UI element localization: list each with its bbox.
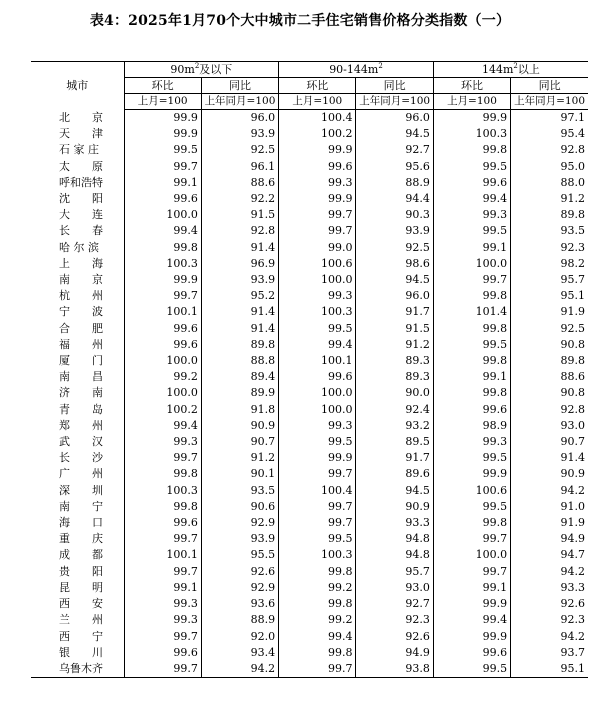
mom-base-header: 上月=100 <box>279 94 356 110</box>
index-value-cell: 99.6 <box>124 645 201 661</box>
index-value-cell: 92.5 <box>560 321 585 335</box>
city-name-cell: 福 州 <box>31 337 124 353</box>
index-value-cell: 89.8 <box>560 354 585 368</box>
city-name-cell: 成 都 <box>31 547 124 563</box>
city-name-cell: 北 京 <box>31 110 124 127</box>
city-name-cell: 广 州 <box>31 466 124 482</box>
index-value-cell: 99.3 <box>279 175 356 191</box>
table-title: 表4：2025年1月70个大中城市二手住宅销售价格分类指数（一） <box>89 13 511 29</box>
index-value-cell: 99.6 <box>279 369 356 385</box>
index-value-cell: 99.7 <box>124 159 201 175</box>
index-value-cell: 99.7 <box>124 564 201 580</box>
index-value-cell: 99.7 <box>279 207 356 223</box>
index-value-cell: 99.6 <box>279 159 356 175</box>
index-value-cell: 99.7 <box>279 515 356 531</box>
index-value-cell: 99.7 <box>124 531 201 547</box>
index-value-cell: 99.3 <box>279 418 356 434</box>
index-value-cell: 91.2 <box>560 192 585 206</box>
index-value-cell: 99.6 <box>124 337 201 353</box>
table-row <box>31 580 588 596</box>
table-row <box>31 385 588 401</box>
mom-base-header: 上月=100 <box>124 94 201 110</box>
city-name-cell: 大 连 <box>31 207 124 223</box>
city-name-cell: 昆 明 <box>31 580 124 596</box>
city-name-cell: 南 宁 <box>31 499 124 515</box>
table-row <box>31 272 588 288</box>
index-value-cell: 99.7 <box>124 661 201 678</box>
index-value-cell: 91.4 <box>560 451 585 465</box>
index-value-cell: 91.2 <box>201 450 278 466</box>
index-value-cell: 90.3 <box>356 207 433 223</box>
index-value-cell: 90.6 <box>201 499 278 515</box>
index-value-cell: 93.0 <box>560 418 585 432</box>
index-value-cell: 92.7 <box>356 142 433 158</box>
city-name-cell: 兰 州 <box>31 612 124 628</box>
index-value-cell: 93.0 <box>356 580 433 596</box>
index-value-cell: 99.6 <box>433 402 510 418</box>
index-value-cell: 98.6 <box>356 256 433 272</box>
index-value-cell: 90.1 <box>201 466 278 482</box>
table-row <box>31 369 588 385</box>
yoy-header: 同比 <box>201 78 278 94</box>
index-value-cell: 91.0 <box>560 499 585 513</box>
index-value-cell: 95.4 <box>560 127 585 141</box>
index-value-cell: 99.3 <box>124 434 201 450</box>
index-value-cell: 99.5 <box>433 337 510 353</box>
index-value-cell: 95.1 <box>511 661 588 678</box>
city-name-cell: 天 津 <box>31 126 124 142</box>
index-value-cell: 89.5 <box>356 434 433 450</box>
index-value-cell: 93.7 <box>560 645 585 659</box>
index-value-cell: 92.5 <box>201 142 278 158</box>
city-name-cell: 长 春 <box>31 223 124 239</box>
table-row <box>31 288 588 304</box>
index-value-cell: 99.6 <box>124 321 201 337</box>
index-value-cell: 90.7 <box>201 434 278 450</box>
index-value-cell: 99.8 <box>279 596 356 612</box>
index-value-cell: 96.0 <box>356 110 433 127</box>
index-value-cell: 99.8 <box>433 515 510 531</box>
index-value-cell: 89.8 <box>201 337 278 353</box>
city-name-cell: 重 庆 <box>31 531 124 547</box>
index-value-cell: 100.0 <box>124 353 201 369</box>
table-row <box>31 564 588 580</box>
index-value-cell: 93.9 <box>201 126 278 142</box>
index-value-cell: 100.3 <box>279 547 356 563</box>
index-value-cell: 99.8 <box>124 466 201 482</box>
index-value-cell: 99.4 <box>433 191 510 207</box>
index-value-cell: 93.2 <box>356 418 433 434</box>
group-header-large: $144m^2$以上 <box>433 62 588 78</box>
index-value-cell: 99.4 <box>433 612 510 628</box>
index-value-cell: 99.2 <box>279 580 356 596</box>
city-name-cell: 深 圳 <box>31 483 124 499</box>
index-value-cell: 89.3 <box>356 353 433 369</box>
table-row <box>31 661 588 678</box>
index-value-cell: 92.6 <box>560 597 585 611</box>
table-row <box>31 402 588 418</box>
index-value-cell: 88.6 <box>560 370 585 384</box>
table-row <box>31 142 588 158</box>
index-value-cell: 89.3 <box>356 369 433 385</box>
index-value-cell: 93.6 <box>201 596 278 612</box>
index-value-cell: 99.5 <box>433 661 510 678</box>
index-value-cell: 90.9 <box>356 499 433 515</box>
index-value-cell: 90.7 <box>560 435 585 449</box>
yoy-header: 同比 <box>511 78 588 94</box>
index-value-cell: 92.3 <box>560 240 585 254</box>
index-value-cell: 88.8 <box>201 353 278 369</box>
city-name-cell: 南 昌 <box>31 369 124 385</box>
index-value-cell: 90.9 <box>201 418 278 434</box>
mom-base-header: 上月=100 <box>433 94 510 110</box>
index-value-cell: 93.9 <box>356 223 433 239</box>
index-value-cell: 99.8 <box>433 353 510 369</box>
index-value-cell: 100.3 <box>124 256 201 272</box>
index-value-cell: 100.2 <box>279 126 356 142</box>
index-value-cell: 94.2 <box>560 629 585 643</box>
table-row <box>31 240 588 256</box>
index-value-cell: 99.9 <box>433 629 510 645</box>
city-name-cell: 沈 阳 <box>31 191 124 207</box>
table-row <box>31 223 588 239</box>
index-value-cell: 94.5 <box>356 272 433 288</box>
index-value-cell: 99.9 <box>433 110 510 127</box>
index-value-cell: 99.8 <box>433 142 510 158</box>
index-value-cell: 92.3 <box>356 612 433 628</box>
city-column-header: 城市 <box>31 62 124 110</box>
index-value-cell: 100.0 <box>279 402 356 418</box>
index-value-cell: 94.4 <box>356 191 433 207</box>
index-value-cell: 99.5 <box>124 142 201 158</box>
index-value-cell: 93.3 <box>356 515 433 531</box>
index-value-cell: 100.0 <box>433 256 510 272</box>
index-value-cell: 91.4 <box>201 304 278 320</box>
table-row <box>31 515 588 531</box>
index-value-cell: 88.9 <box>356 175 433 191</box>
index-value-cell: 99.9 <box>124 126 201 142</box>
index-value-cell: 95.7 <box>356 564 433 580</box>
city-name-cell: 西 安 <box>31 596 124 612</box>
index-value-cell: 100.0 <box>279 272 356 288</box>
index-value-cell: 99.8 <box>433 288 510 304</box>
city-name-cell: 太 原 <box>31 159 124 175</box>
index-value-cell: 99.7 <box>279 499 356 515</box>
table-row <box>31 483 588 499</box>
index-value-cell: 93.9 <box>201 531 278 547</box>
index-value-cell: 89.6 <box>356 466 433 482</box>
city-name-cell: 呼和浩特 <box>31 175 124 191</box>
group-header-small: $90m^2$及以下 <box>124 62 279 78</box>
index-value-cell: 99.1 <box>433 240 510 256</box>
index-value-cell: 99.7 <box>433 272 510 288</box>
index-value-cell: 92.8 <box>201 223 278 239</box>
yoy-base-header: 上年同月=100 <box>201 94 278 110</box>
index-value-cell: 99.5 <box>279 321 356 337</box>
index-value-cell: 100.0 <box>279 385 356 401</box>
index-value-cell: 99.8 <box>124 499 201 515</box>
table-row <box>31 304 588 320</box>
index-value-cell: 99.5 <box>279 531 356 547</box>
index-value-cell: 99.3 <box>433 434 510 450</box>
table-row <box>31 159 588 175</box>
index-value-cell: 99.8 <box>433 321 510 337</box>
table-row <box>31 337 588 353</box>
index-value-cell: 94.2 <box>201 661 278 678</box>
index-value-cell: 91.9 <box>560 305 585 319</box>
table-row <box>31 256 588 272</box>
index-value-cell: 95.7 <box>560 273 585 287</box>
index-value-cell: 99.9 <box>279 450 356 466</box>
index-value-cell: 92.6 <box>356 629 433 645</box>
city-name-cell: 杭 州 <box>31 288 124 304</box>
index-value-cell: 95.0 <box>560 159 585 173</box>
table-row <box>31 321 588 337</box>
index-value-cell: 99.3 <box>433 207 510 223</box>
index-value-cell: 96.0 <box>201 110 278 127</box>
index-value-cell: 99.2 <box>124 369 201 385</box>
index-value-cell: 99.4 <box>279 337 356 353</box>
index-value-cell: 88.9 <box>201 612 278 628</box>
index-value-cell: 94.2 <box>560 483 585 497</box>
index-value-cell: 99.3 <box>279 288 356 304</box>
index-value-cell: 91.7 <box>356 450 433 466</box>
index-value-cell: 99.6 <box>433 175 510 191</box>
city-name-cell: 西 宁 <box>31 629 124 645</box>
table-row <box>31 629 588 645</box>
index-value-cell: 94.8 <box>356 531 433 547</box>
index-value-cell: 99.1 <box>433 580 510 596</box>
table-row <box>31 547 588 563</box>
index-value-cell: 99.9 <box>279 191 356 207</box>
index-value-cell: 100.0 <box>433 547 510 563</box>
index-value-cell: 99.7 <box>279 223 356 239</box>
index-value-cell: 91.5 <box>201 207 278 223</box>
index-value-cell: 89.8 <box>560 208 585 222</box>
yoy-base-header: 上年同月=100 <box>511 94 588 110</box>
index-value-cell: 94.7 <box>560 548 585 562</box>
index-value-cell: 99.7 <box>124 629 201 645</box>
index-value-cell: 90.8 <box>560 337 585 351</box>
index-value-cell: 95.1 <box>560 289 585 303</box>
index-value-cell: 100.0 <box>124 207 201 223</box>
table-row <box>31 175 588 191</box>
index-value-cell: 99.8 <box>124 240 201 256</box>
index-value-cell: 99.6 <box>433 645 510 661</box>
index-value-cell: 91.2 <box>356 337 433 353</box>
index-value-cell: 92.3 <box>560 613 585 627</box>
index-value-cell: 100.3 <box>433 126 510 142</box>
index-value-cell: 99.3 <box>124 612 201 628</box>
index-value-cell: 99.5 <box>433 450 510 466</box>
index-value-cell: 94.9 <box>356 645 433 661</box>
index-value-cell: 99.7 <box>124 450 201 466</box>
index-value-cell: 98.9 <box>433 418 510 434</box>
table-row <box>31 191 588 207</box>
index-value-cell: 95.2 <box>201 288 278 304</box>
index-value-cell: 93.9 <box>201 272 278 288</box>
index-value-cell: 100.4 <box>279 483 356 499</box>
index-value-cell: 99.8 <box>279 564 356 580</box>
table-row <box>31 645 588 661</box>
index-value-cell: 92.9 <box>201 580 278 596</box>
index-value-cell: 99.1 <box>433 369 510 385</box>
table-row <box>31 207 588 223</box>
index-value-cell: 99.4 <box>279 629 356 645</box>
index-value-cell: 98.2 <box>560 256 585 270</box>
index-value-cell: 94.2 <box>560 564 585 578</box>
index-value-cell: 99.8 <box>279 645 356 661</box>
city-name-cell: 厦 门 <box>31 353 124 369</box>
index-value-cell: 100.1 <box>124 304 201 320</box>
city-name-cell: 乌鲁木齐 <box>31 661 124 678</box>
index-value-cell: 91.5 <box>356 321 433 337</box>
index-value-cell: 89.9 <box>201 385 278 401</box>
city-name-cell: 南 京 <box>31 272 124 288</box>
index-value-cell: 99.7 <box>279 466 356 482</box>
index-value-cell: 92.0 <box>201 629 278 645</box>
index-value-cell: 93.8 <box>356 661 433 678</box>
index-value-cell: 91.4 <box>201 240 278 256</box>
index-value-cell: 92.6 <box>201 564 278 580</box>
table-body <box>31 110 588 678</box>
index-value-cell: 100.3 <box>279 304 356 320</box>
index-value-cell: 96.0 <box>356 288 433 304</box>
index-value-cell: 91.8 <box>201 402 278 418</box>
index-value-cell: 92.7 <box>356 596 433 612</box>
city-name-cell: 青 岛 <box>31 402 124 418</box>
city-name-cell: 武 汉 <box>31 434 124 450</box>
index-value-cell: 99.4 <box>124 223 201 239</box>
index-value-cell: 99.9 <box>279 142 356 158</box>
mom-header: 环比 <box>433 78 510 94</box>
city-name-cell: 贵 阳 <box>31 564 124 580</box>
city-name-cell: 合 肥 <box>31 321 124 337</box>
index-value-cell: 100.0 <box>124 385 201 401</box>
group-header-medium: $90-144m^2$ <box>279 62 434 78</box>
index-value-cell: 99.2 <box>279 612 356 628</box>
index-value-cell: 100.6 <box>433 483 510 499</box>
index-value-cell: 92.4 <box>356 402 433 418</box>
index-value-cell: 100.3 <box>124 483 201 499</box>
table-row <box>31 418 588 434</box>
index-value-cell: 99.5 <box>433 223 510 239</box>
index-value-cell: 92.8 <box>560 402 585 416</box>
index-value-cell: 88.6 <box>201 175 278 191</box>
index-value-cell: 99.4 <box>124 418 201 434</box>
mom-header: 环比 <box>279 78 356 94</box>
city-name-cell: 济 南 <box>31 385 124 401</box>
index-value-cell: 96.1 <box>201 159 278 175</box>
index-value-cell: 99.1 <box>124 580 201 596</box>
index-value-cell: 88.0 <box>560 175 585 189</box>
index-value-cell: 92.5 <box>356 240 433 256</box>
yoy-header: 同比 <box>356 78 433 94</box>
index-value-cell: 99.7 <box>433 564 510 580</box>
table-row <box>31 434 588 450</box>
city-name-cell: 上 海 <box>31 256 124 272</box>
index-value-cell: 100.2 <box>124 402 201 418</box>
index-value-cell: 99.5 <box>433 159 510 175</box>
index-value-cell: 94.5 <box>356 483 433 499</box>
index-value-cell: 99.5 <box>433 499 510 515</box>
price-index-table <box>31 61 588 678</box>
index-value-cell: 99.5 <box>279 434 356 450</box>
index-value-cell: 99.8 <box>433 385 510 401</box>
index-value-cell: 95.5 <box>201 547 278 563</box>
table-row <box>31 499 588 515</box>
city-name-cell: 银 川 <box>31 645 124 661</box>
index-value-cell: 93.4 <box>201 645 278 661</box>
index-value-cell: 91.7 <box>356 304 433 320</box>
table-row <box>31 126 588 142</box>
index-value-cell: 92.9 <box>201 515 278 531</box>
index-value-cell: 97.1 <box>560 111 585 124</box>
index-value-cell: 99.0 <box>279 240 356 256</box>
index-value-cell: 93.5 <box>560 224 585 238</box>
index-value-cell: 92.8 <box>560 143 585 157</box>
city-name-cell: 长 沙 <box>31 450 124 466</box>
table-row <box>31 466 588 482</box>
index-value-cell: 94.8 <box>356 547 433 563</box>
city-name-cell: 石 家 庄 <box>31 142 124 158</box>
index-value-cell: 90.9 <box>560 467 585 481</box>
table-row <box>31 531 588 547</box>
index-value-cell: 100.1 <box>124 547 201 563</box>
city-name-cell: 郑 州 <box>31 418 124 434</box>
city-name-cell: 海 口 <box>31 515 124 531</box>
city-name-cell: 哈 尔 滨 <box>31 240 124 256</box>
city-name-cell: 宁 波 <box>31 304 124 320</box>
index-value-cell: 99.7 <box>124 288 201 304</box>
table-row <box>31 110 588 127</box>
yoy-base-header: 上年同月=100 <box>356 94 433 110</box>
index-value-cell: 95.6 <box>356 159 433 175</box>
table-row <box>31 596 588 612</box>
index-value-cell: 91.9 <box>560 516 585 530</box>
index-value-cell: 91.4 <box>201 321 278 337</box>
table-row <box>31 612 588 628</box>
index-value-cell: 100.6 <box>279 256 356 272</box>
index-value-cell: 94.5 <box>356 126 433 142</box>
index-value-cell: 99.7 <box>433 531 510 547</box>
index-value-cell: 90.8 <box>560 386 585 400</box>
index-value-cell: 100.1 <box>279 353 356 369</box>
index-value-cell: 99.1 <box>124 175 201 191</box>
index-value-cell: 99.9 <box>433 596 510 612</box>
index-value-cell: 99.9 <box>124 110 201 127</box>
index-value-cell: 99.6 <box>124 191 201 207</box>
table-row <box>31 450 588 466</box>
index-value-cell: 100.4 <box>279 110 356 127</box>
index-value-cell: 99.9 <box>124 272 201 288</box>
index-value-cell: 92.2 <box>201 191 278 207</box>
index-value-cell: 89.4 <box>201 369 278 385</box>
table-row <box>31 353 588 369</box>
mom-header: 环比 <box>124 78 201 94</box>
index-value-cell: 94.9 <box>560 532 585 546</box>
index-value-cell: 93.5 <box>201 483 278 499</box>
index-value-cell: 99.3 <box>124 596 201 612</box>
index-value-cell: 90.0 <box>356 385 433 401</box>
index-value-cell: 96.9 <box>201 256 278 272</box>
index-value-cell: 93.3 <box>560 580 585 594</box>
index-value-cell: 99.7 <box>279 661 356 678</box>
index-value-cell: 101.4 <box>433 304 510 320</box>
index-value-cell: 99.6 <box>124 515 201 531</box>
index-value-cell: 99.9 <box>433 466 510 482</box>
